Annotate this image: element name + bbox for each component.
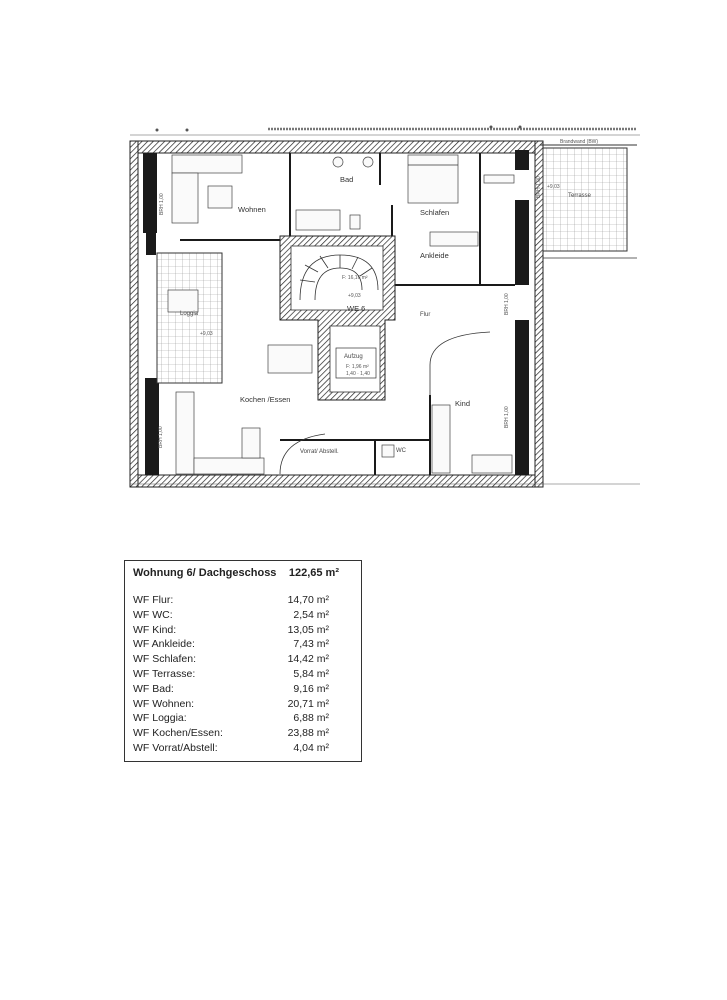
row-label: WF Kochen/Essen:: [133, 727, 223, 740]
unit-label: WE 6: [347, 304, 366, 313]
room-label-terrasse: Terrasse: [568, 193, 592, 199]
table-row: [133, 741, 351, 756]
table-row: [133, 711, 351, 726]
terrace-area: [540, 139, 637, 258]
bedroom-furniture: [408, 155, 514, 260]
row-label: WF Loggia:: [133, 712, 187, 725]
top-dimension-line: [130, 126, 640, 136]
row-label: WF Bad:: [133, 682, 174, 695]
lift-area-label: F: 1,96 m²: [346, 364, 369, 370]
bath-fixtures: [296, 157, 373, 230]
row-value: 2,54 m²: [293, 608, 329, 621]
room-label-wohnen: Wohnen: [238, 205, 266, 214]
area-table-title: Wohnung 6/ Dachgeschoss: [133, 567, 277, 579]
row-value: 5,84 m²: [293, 667, 329, 680]
brh-note-4: BRH 1,00: [504, 293, 510, 315]
level-label-terrace: +9,03: [547, 184, 560, 190]
table-row: [133, 623, 351, 638]
brh-note-1: BRH 1,00: [159, 193, 165, 215]
area-table-rows: [133, 593, 351, 756]
room-label-aufzug: Aufzug: [344, 354, 363, 360]
room-label-ankleide: Ankleide: [420, 251, 449, 260]
table-row: [133, 697, 351, 712]
stair-core: [280, 236, 395, 400]
row-label: WF Flur:: [133, 594, 174, 606]
room-label-wc: WC: [396, 448, 406, 454]
area-table-total: 122,65 m²: [288, 567, 339, 579]
row-label: WF WC:: [133, 608, 173, 621]
level-label-stair: +9,03: [348, 293, 361, 299]
table-row: [133, 652, 351, 667]
row-label: WF Vorrat/Abstell:: [133, 741, 218, 754]
brh-note-5: BRH 1,00: [536, 176, 542, 198]
row-label: WF Wohnen:: [133, 697, 195, 710]
brh-note-3: BRH 1,00: [504, 406, 510, 428]
room-label-kind: Kind: [455, 399, 471, 408]
brh-note-2: BRH 1,00: [158, 426, 164, 448]
living-furniture: [172, 155, 266, 223]
level-label-loggia: +9,03: [200, 331, 213, 337]
row-value: 14,70 m²: [287, 594, 329, 606]
row-label: WF Kind:: [133, 623, 177, 636]
room-label-loggia: Loggia: [180, 311, 199, 317]
room-label-kochen: Kochen /Essen: [240, 395, 291, 404]
row-value: 13,05 m²: [287, 623, 329, 636]
hall-and-kids-room: [382, 312, 512, 473]
row-value: 20,71 m²: [287, 697, 329, 710]
row-value: 9,16 m²: [293, 682, 329, 695]
brandwand-label: Brandwand (BW): [560, 139, 599, 145]
room-label-vorrat: Vorrat/ Abstell.: [300, 449, 339, 455]
table-row: [133, 593, 351, 608]
row-label: WF Terrasse:: [133, 667, 196, 680]
row-value: 7,43 m²: [293, 638, 329, 651]
area-table-header: [133, 567, 351, 579]
row-value: 4,04 m²: [293, 741, 329, 754]
table-row: [133, 726, 351, 741]
row-label: WF Schlafen:: [133, 653, 197, 666]
room-label-flur: Flur: [420, 312, 431, 318]
row-value: 14,42 m²: [287, 653, 329, 666]
room-label-schlafen: Schlafen: [420, 208, 450, 217]
lift-dims-label: 1,40 · 1,40: [346, 371, 370, 377]
area-table: [124, 560, 362, 762]
table-row: [133, 608, 351, 623]
row-label: WF Ankleide:: [133, 638, 195, 651]
loggia-area: [157, 253, 222, 383]
table-row: [133, 637, 351, 652]
table-row: [133, 667, 351, 682]
room-label-bad: Bad: [340, 175, 354, 184]
row-value: 23,88 m²: [287, 727, 329, 740]
stair-area-label: F: 16,16 m²: [342, 275, 368, 281]
table-row: [133, 682, 351, 697]
row-value: 6,88 m²: [293, 712, 329, 725]
